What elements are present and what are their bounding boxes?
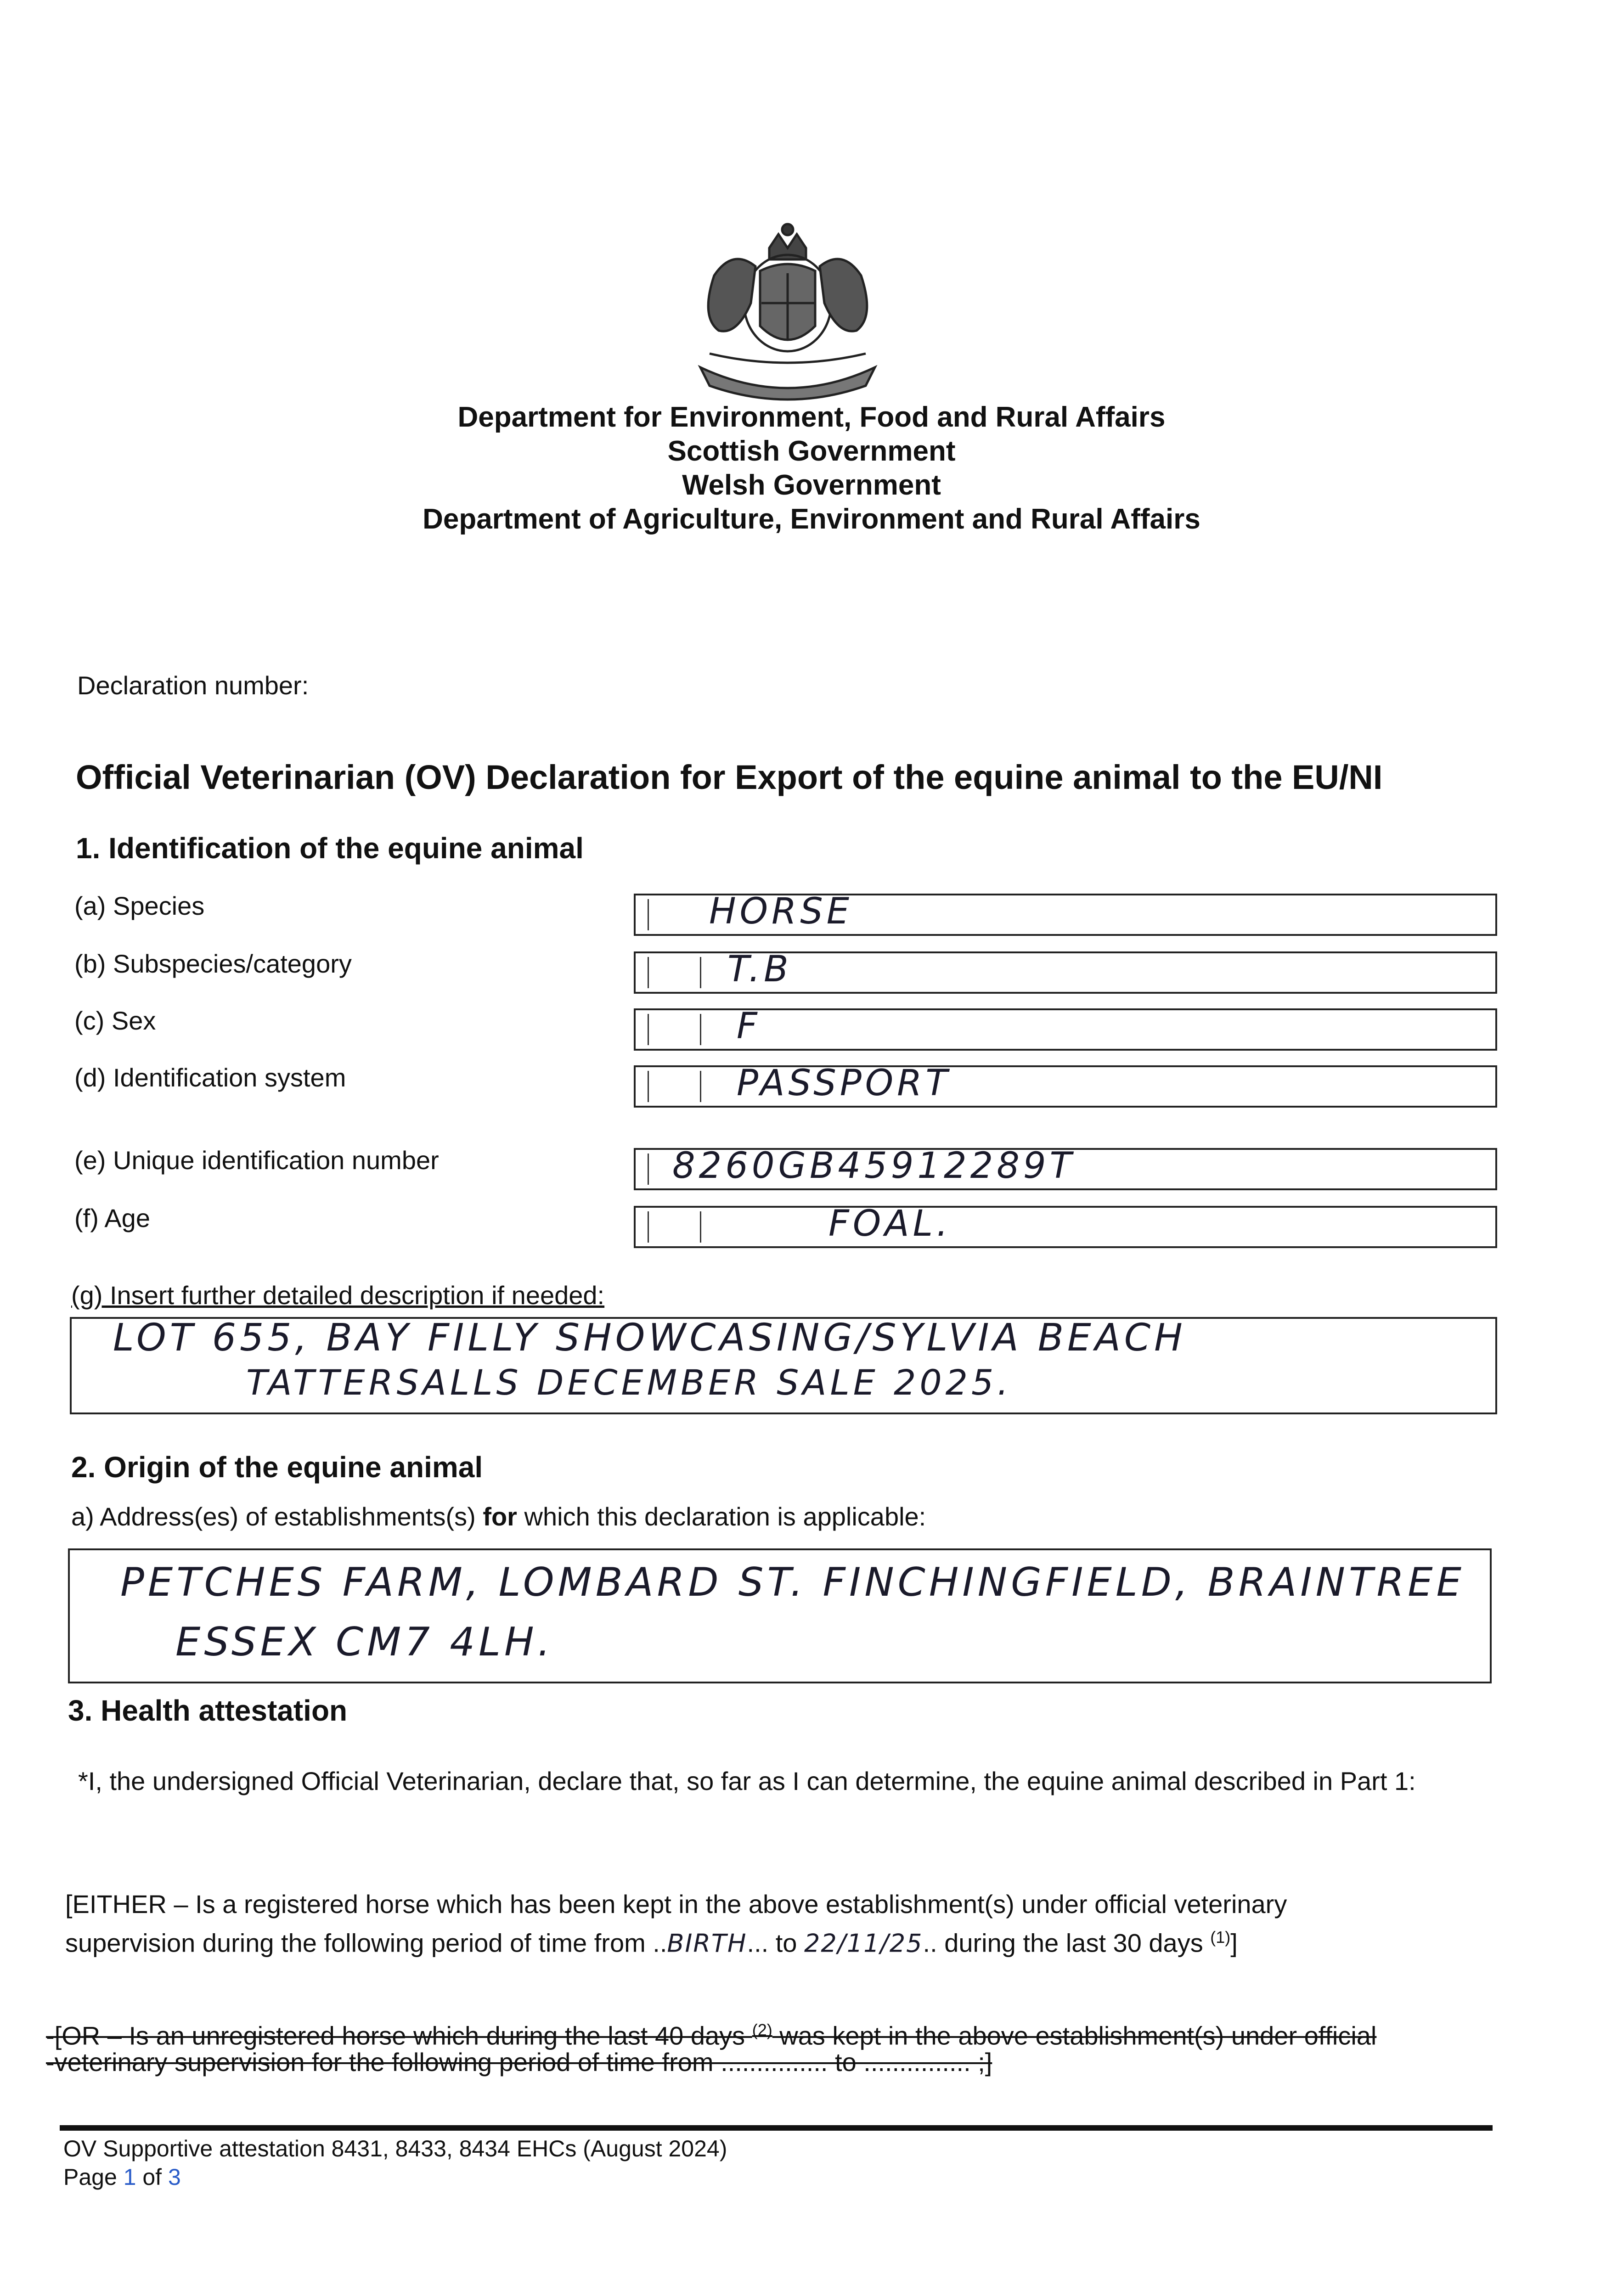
- subspecies-value: T.B: [727, 949, 792, 990]
- address-line1: PETCHES FARM, LOMBARD ST. FINCHINGFIELD, BRAINTREE: [120, 1559, 1465, 1605]
- or-statement-line1: -[OR – Is an unregistered horse which during the last 40 days $^{(2)}$ was kept in the above establishment(s) under official: [46, 2020, 1377, 2050]
- further-description-line1: LOT 655, BAY FILLY SHOWCASING/SYLVIA BEACH: [113, 1316, 1186, 1360]
- health-attestation-intro: *I, the undersigned Official Veterinarian, declare that, so far as I can determine, the equine animal described in Part 1:: [78, 1767, 1416, 1795]
- subspecies-label: (b) Subspecies/category: [74, 949, 352, 978]
- species-label: (a) Species: [74, 891, 205, 920]
- sex-value: F: [737, 1006, 761, 1047]
- footer-page-number: Page 1 of 3: [63, 2164, 181, 2190]
- address-line2: ESSEX CM7 4LH.: [175, 1619, 554, 1665]
- identification-system-field: [634, 1065, 1497, 1108]
- species-value: HORSE: [709, 891, 853, 932]
- identification-system-label: (d) Identification system: [74, 1063, 346, 1092]
- department-scottish-government: Scottish Government: [667, 435, 956, 467]
- sex-label: (c) Sex: [74, 1006, 156, 1035]
- department-welsh-government: Welsh Government: [682, 469, 941, 501]
- age-value: FOAL.: [828, 1203, 952, 1244]
- identification-system-value: PASSPORT: [737, 1063, 952, 1104]
- unique-id-value: 8260GB45912289T: [672, 1145, 1076, 1187]
- royal-coat-of-arms: [687, 220, 889, 404]
- either-from-value: BIRTH: [667, 1929, 747, 1958]
- department-defra: Department for Environment, Food and Rural Affairs: [457, 401, 1166, 433]
- either-to-value: 22/11/25: [804, 1929, 923, 1958]
- declaration-number-label: Declaration number:: [77, 671, 309, 700]
- footer-rule: [60, 2125, 1493, 2131]
- unique-id-field: [634, 1145, 1497, 1190]
- species-field: [634, 891, 1497, 936]
- age-label: (f) Age: [74, 1204, 150, 1232]
- or-statement-line2: -veterinary supervision for the following period of time from ............... to ............... ;]: [46, 2048, 992, 2077]
- further-description-label: (g) Insert further detailed description if needed:: [71, 1281, 605, 1310]
- section2-heading: 2. Origin of the equine animal: [71, 1451, 483, 1484]
- document-title: Official Veterinarian (OV) Declaration for Export of the equine animal to the EU/NI: [76, 758, 1383, 796]
- section1-heading: 1. Identification of the equine animal: [76, 832, 584, 865]
- section3-heading: 3. Health attestation: [68, 1694, 348, 1727]
- age-field: [634, 1203, 1497, 1248]
- unique-id-label: (e) Unique identification number: [74, 1146, 439, 1175]
- address-box: [68, 1548, 1492, 1683]
- address-label: a) Address(es) of establishments(s) for which this declaration is applicable:: [71, 1502, 926, 1531]
- subspecies-field: [634, 951, 1497, 994]
- further-description-line2: TATTERSALLS DECEMBER SALE 2025.: [246, 1362, 1012, 1403]
- either-statement-line1: [EITHER – Is a registered horse which has been kept in the above establishment(s) under official veterinary: [65, 1890, 1287, 1919]
- further-description-box: [70, 1317, 1497, 1414]
- footer-attestation: OV Supportive attestation 8431, 8433, 8434 EHCs (August 2024): [63, 2136, 727, 2161]
- sex-field: [634, 1008, 1497, 1051]
- either-statement-line2: supervision during the following period of time from ..BIRTH... to 22/11/25.. during the last 30 days $^{(1)}$]: [65, 1928, 1238, 1958]
- department-daera: Department of Agriculture, Environment and Rural Affairs: [423, 503, 1200, 535]
